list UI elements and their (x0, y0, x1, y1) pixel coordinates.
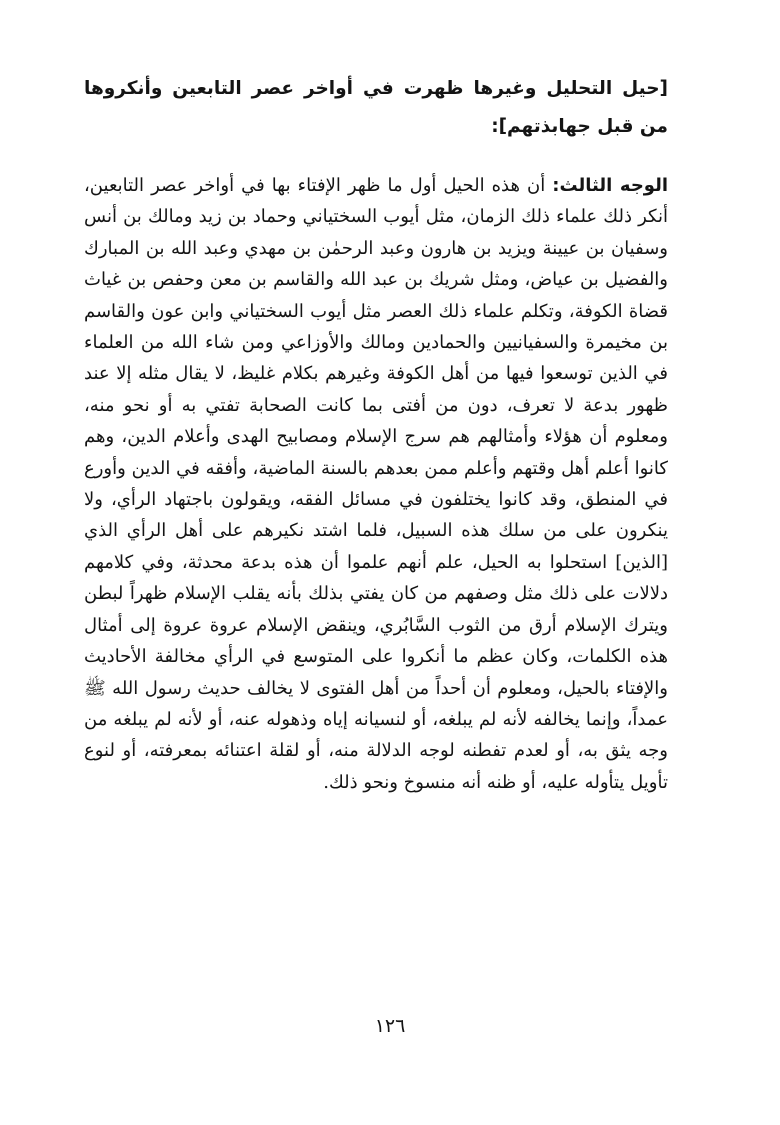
paragraph-lead: الوجه الثالث: (552, 175, 669, 196)
page-number: ١٢٦ (374, 1015, 406, 1037)
body-paragraph (84, 170, 668, 798)
page-content (84, 70, 668, 798)
section-heading: [حيل التحليل وغيرها ظهرت في أواخر عصر التابعين وأنكروها من قبل جهابذتهم]: (84, 78, 668, 137)
paragraph-text: أن هذه الحيل أول ما ظهر الإفتاء بها في أواخر عصر التابعين، أنكر ذلك علماء ذلك الزمان، مثل أيوب السختياني وحماد بن زيد ومالك بن أنس وسفيان بن عيينة ويزيد بن هارون وعبد الرحمٰن بن مهدي وعبد الله بن المبارك والفضيل بن عياض، ومثل شريك بن عبد الله والقاسم بن معن وحفص بن غياث قضاة الكوفة، وتكلم علماء ذلك العصر مثل أيوب السختياني وابن عون والقاسم بن مخيمرة والسفيانيين والحمادين ومالك والأوزاعي ومن شاء الله من العلماء في الذين توسعوا فيها من أهل الكوفة وغيرهم بكلام غليظ، لا يقال مثله إلا عند ظهور بدعة لا تعرف، دون من أفتى بما كانت الصحابة تفتي به أو نحو منه، ومعلوم أن هؤلاء وأمثالهم هم سرج الإسلام ومصابيح الهدى وأعلام الدين، وهم كانوا أعلم أهل وقتهم وأعلم ممن بعدهم بالسنة الماضية، وأفقه في الدين وأورع في المنطق، وقد كانوا يختلفون في مسائل الفقه، ويقولون باجتهاد الرأي، ولا ينكرون على من سلك هذه السبيل، فلما اشتد نكيرهم على أهل الرأي الذي [الذين] استحلوا به الحيل، علم أنهم علموا أن هذه بدعة محدثة، وفي كلامهم دلالات على ذلك مثل وصفهم من كان يفتي بذلك بأنه يقلب الإسلام ظهراً لبطن ويترك الإسلام أرق من الثوب السَّابُري، وينقض الإسلام عروة عروة إلى أمثال هذه الكلمات، وكان عظم ما أنكروا على المتوسع في الرأي مخالفة الأحاديث والإفتاء بالحيل، ومعلوم أن أحداً من أهل الفتوى لا يخالف حديث رسول الله ﷺ عمداً، وإنما يخالفه لأنه لم يبلغه، أو لنسيانه إياه وذهوله عنه، أو لأنه لم يبلغه من وجه يثق به، أو لعدم تفطنه لوجه الدلالة منه، أو لقلة اعتنائه بمعرفته، أو لنوع تأويل يتأوله عليه، أو ظنه أنه منسوخ ونحو ذلك. (84, 175, 668, 793)
